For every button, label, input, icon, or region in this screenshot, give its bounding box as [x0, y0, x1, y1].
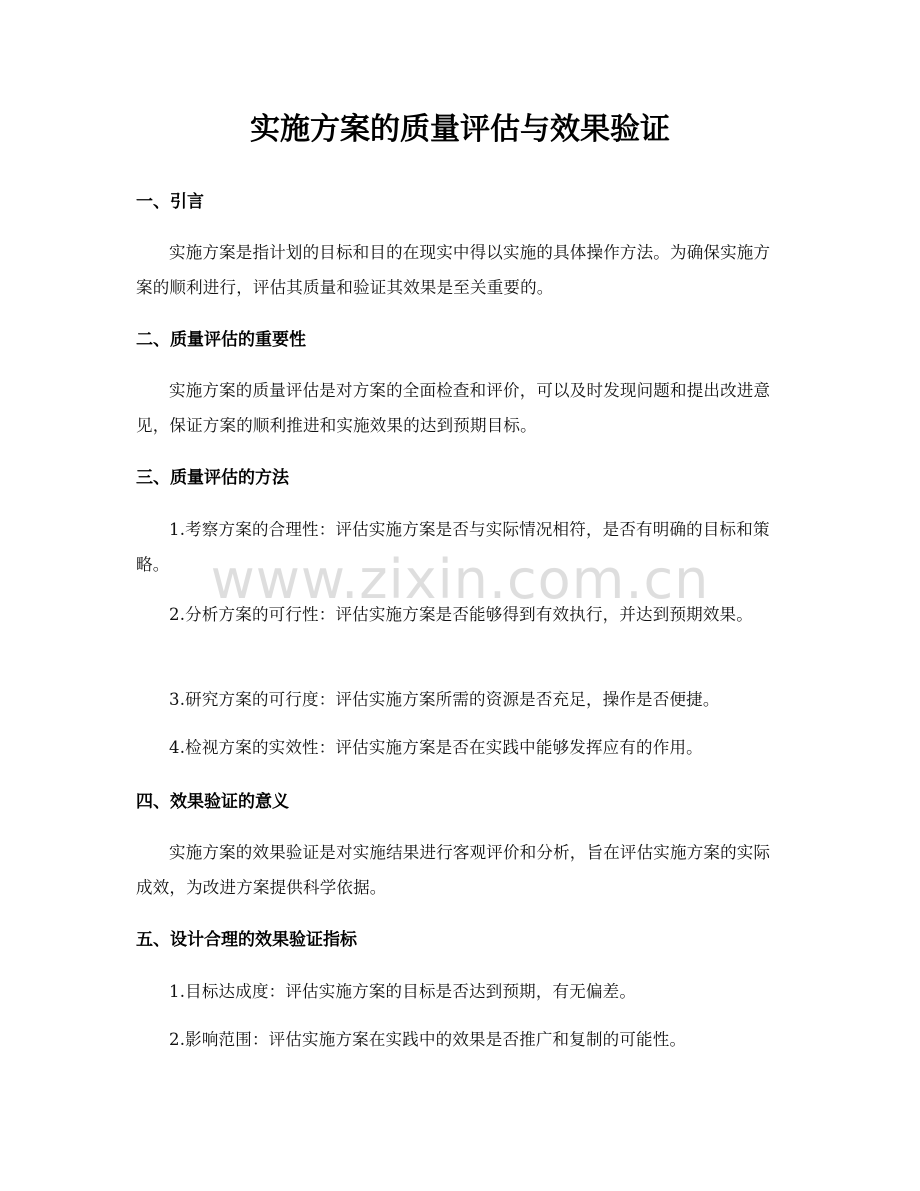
paragraph-method-3: 3.研究方案的可行度：评估实施方案所需的资源是否充足，操作是否便捷。 [169, 690, 720, 709]
paragraph-validation-meaning: 实施方案的效果验证是对实施结果进行客观评价和分析，旨在评估实施方案的实际成效，为改进方案提供科学依据。 [136, 843, 771, 897]
section-heading-validation-meaning: 四、效果验证的意义 [136, 792, 289, 812]
section-heading-quality-importance: 二、质量评估的重要性 [136, 330, 306, 350]
watermark: www.zixin.com.cn [210, 548, 710, 611]
section-heading-validation-indicators: 五、设计合理的效果验证指标 [136, 930, 357, 950]
paragraph-method-1: 1.考察方案的合理性：评估实施方案是否与实际情况相符，是否有明确的目标和策略。 [136, 520, 770, 574]
paragraph-indicator-1: 1.目标达成度：评估实施方案的目标是否达到预期，有无偏差。 [169, 982, 637, 1001]
paragraph-method-4: 4.检视方案的实效性：评估实施方案是否在实践中能够发挥应有的作用。 [169, 738, 703, 757]
paragraph-introduction: 实施方案是指计划的目标和目的在现实中得以实施的具体操作方法。为确保实施方案的顺利进行，评估其质量和验证其效果是至关重要的。 [136, 243, 771, 297]
section-heading-introduction: 一、引言 [136, 192, 204, 212]
paragraph-method-2: 2.分析方案的可行性：评估实施方案是否能够得到有效执行，并达到预期效果。 [169, 605, 753, 624]
paragraph-quality-importance: 实施方案的质量评估是对方案的全面检查和评价，可以及时发现问题和提出改进意见，保证方案的顺利推进和实施效果的达到预期目标。 [136, 381, 771, 435]
document-title: 实施方案的质量评估与效果验证 [250, 112, 670, 147]
section-heading-quality-methods: 三、质量评估的方法 [136, 468, 289, 488]
paragraph-indicator-2: 2.影响范围：评估实施方案在实践中的效果是否推广和复制的可能性。 [169, 1030, 687, 1049]
